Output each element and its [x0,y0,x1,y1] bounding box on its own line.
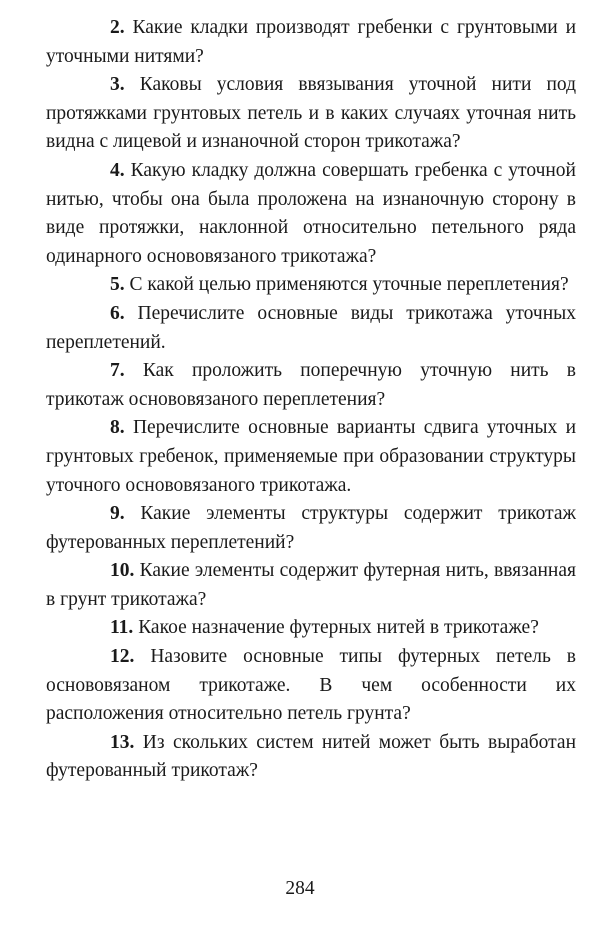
question-number: 2. [110,17,125,38]
question-5 [46,271,576,300]
question-number: 4. [110,159,125,181]
question-number: 7. [110,360,125,382]
question-11 [46,614,576,643]
question-text: Какое назначение футерных нитей в трикотаже? [138,617,539,639]
question-text: Какую кладку должна совершать гребенка с уточной нитью, чтобы она была проложена на изнаночную сторону в виде протяжки, наклонной относительно петельного ряда одинарного основовязаного трикотажа? [46,159,576,267]
question-number: 3. [110,74,125,96]
question-text: Какие кладки производят гребенки с грунтовыми и уточными нитями? [46,17,577,67]
question-3 [46,71,576,157]
question-number: 6. [110,302,125,324]
question-9 [46,500,576,557]
question-13 [46,729,576,786]
question-7 [46,357,576,414]
question-10 [46,557,576,614]
question-text: Перечислите основные виды трикотажа уточных переплетений. [46,302,577,353]
question-8 [46,414,576,500]
question-number: 12. [110,646,135,668]
question-number: 8. [110,417,125,439]
question-12 [46,643,576,729]
question-text: Каковы условия ввязывания уточной нити под протяжками грунтовых петель и в каких случаях уточная нить видна с лицевой и изнаночной сторон трикотажа? [46,74,577,153]
question-text: Перечислите основные варианты сдвига уточных и грунтовых гребенок, применяемые при образовании структуры уточного основовязаного трикотажа. [46,417,577,496]
question-number: 10. [110,560,135,582]
question-number: 9. [110,503,125,525]
question-text: Из скольких систем нитей может быть выработан футерованный трикотаж? [46,731,577,782]
question-number: 11. [110,617,134,639]
page-number: 284 [285,878,315,899]
question-number: 13. [110,731,135,753]
question-2 [46,14,576,71]
question-text: Какие элементы содержит футерная нить, ввязанная в грунт трикотажа? [46,560,576,610]
question-text: Назовите основные типы футерных петель в основовязаном трикотаже. В чем особенности их расположения относительно петель грунта? [46,646,577,725]
question-number: 5. [110,274,125,296]
question-4 [46,157,576,271]
question-list [46,14,576,786]
question-text: Как проложить поперечную уточную нить в трикотаж основовязаного переплетения? [46,360,577,410]
question-6 [46,300,576,357]
question-text: Какие элементы структуры содержит трикотаж футерованных переплетений? [46,503,577,553]
question-text: С какой целью применяются уточные переплетения? [129,274,569,296]
